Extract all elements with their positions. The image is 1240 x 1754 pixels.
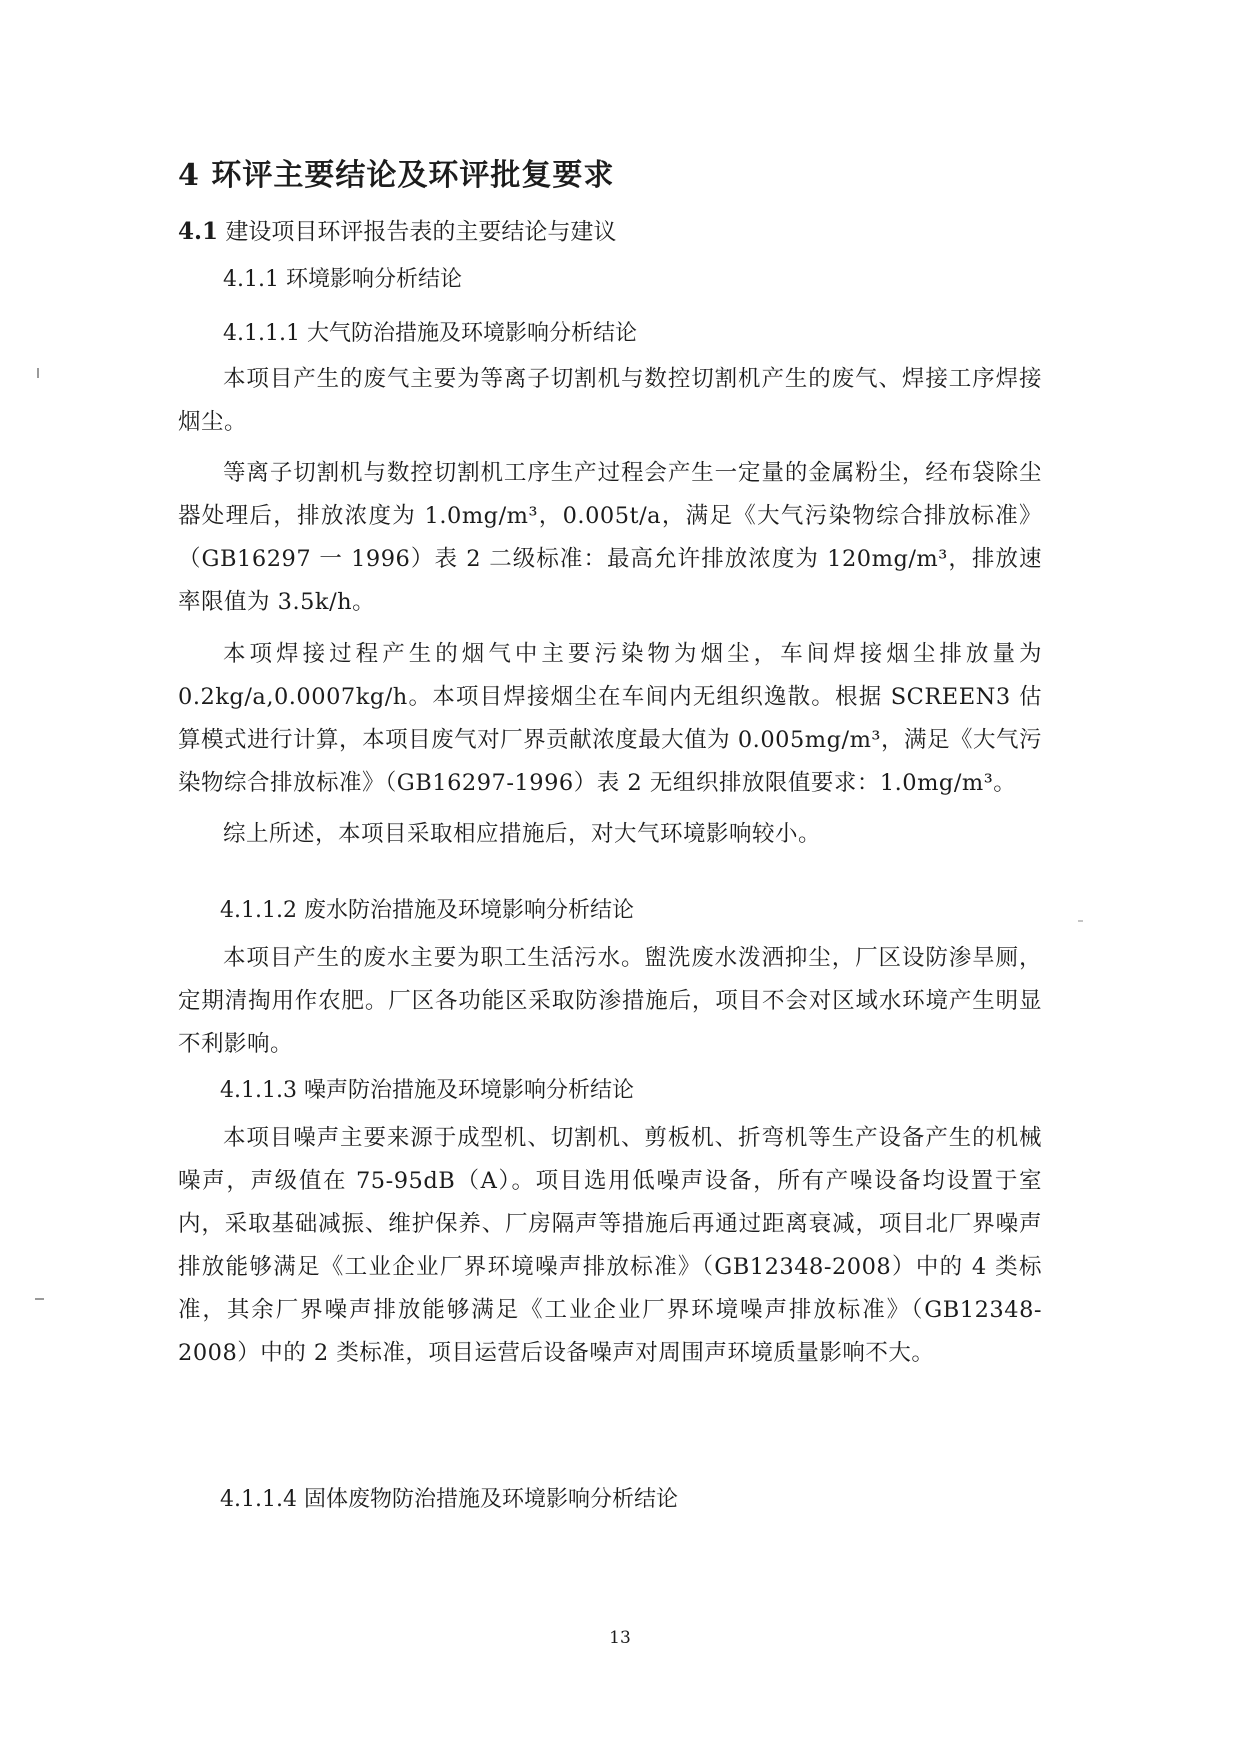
section-heading: 4 环评主要结论及环评批复要求 <box>178 158 615 193</box>
scan-speck <box>35 1298 44 1300</box>
heading-wastewater-measures: 4.1.1.2 废水防治措施及环境影响分析结论 <box>220 898 634 923</box>
paragraph-air-sources: 本项目产生的废气主要为等离子切割机与数控切割机产生的废气、焊接工序焊接烟尘。 <box>178 366 1042 435</box>
scan-speck <box>37 368 39 378</box>
heading-impact-analysis: 4.1.1 环境影响分析结论 <box>223 267 462 292</box>
page-number: 13 <box>609 1628 631 1648</box>
scan-speck <box>1078 920 1083 922</box>
subsection-title: 建设项目环评报告表的主要结论与建议 <box>225 219 617 245</box>
subsection-number: 4.1 <box>178 218 219 245</box>
heading-noise-measures: 4.1.1.3 噪声防治措施及环境影响分析结论 <box>220 1078 634 1103</box>
heading-air-measures: 4.1.1.1 大气防治措施及环境影响分析结论 <box>223 321 637 346</box>
subsection-heading <box>178 213 616 246</box>
paragraph-air-cutting-dust: 等离子切割机与数控切割机工序生产过程会产生一定量的金属粉尘，经布袋除尘器处理后，排放浓度为 1.0mg/m³，0.005t/a，满足《大气污染物综合排放标准》（GB16297 一 1996）表 2 二级标准：最高允许排放浓度为 120mg/m³，排放速率限值为 3.5k/h。 <box>178 460 1042 615</box>
paragraph-air-summary: 综上所述，本项目采取相应措施后，对大气环境影响较小。 <box>223 821 822 847</box>
paragraph-air-welding-fume: 本项焊接过程产生的烟气中主要污染物为烟尘，车间焊接烟尘排放量为 0.2kg/a,0.0007kg/h。本项目焊接烟尘在车间内无组织逸散。根据 SCREEN3 估算模式进行计算，本项目废气对厂界贡献浓度最大值为 0.005mg/m³，满足《大气污染物综合排放标准》（GB16297-1996）表 2 无组织排放限值要求：1.0mg/m³。 <box>178 641 1042 796</box>
paragraph-wastewater: 本项目产生的废水主要为职工生活污水。盥洗废水泼洒抑尘，厂区设防渗旱厕，定期清掏用作农肥。厂区各功能区采取防渗措施后，项目不会对区域水环境产生明显不利影响。 <box>178 945 1042 1057</box>
paragraph-noise: 本项目噪声主要来源于成型机、切割机、剪板机、折弯机等生产设备产生的机械噪声，声级值在 75-95dB（A）。项目选用低噪声设备，所有产噪设备均设置于室内，采取基础减振、维护保养、厂房隔声等措施后再通过距离衰减，项目北厂界噪声排放能够满足《工业企业厂界环境噪声排放标准》（GB12348-2008）中的 4 类标准，其余厂界噪声排放能够满足《工业企业厂界环境噪声排放标准》（GB12348-2008）中的 2 类标准，项目运营后设备噪声对周围声环境质量影响不大。 <box>178 1125 1042 1366</box>
heading-solid-waste-measures: 4.1.1.4 固体废物防治措施及环境影响分析结论 <box>220 1487 678 1512</box>
